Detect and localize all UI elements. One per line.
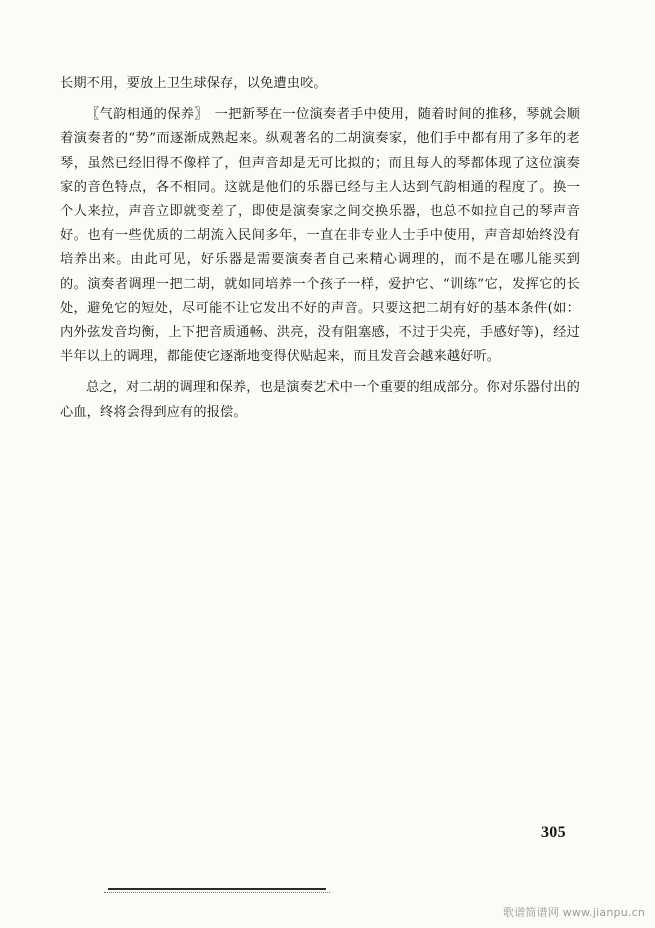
section-heading: 〖气韵相通的保养〗 [86,107,202,123]
watermark-text: 歌谱简谱网 www.jianpu.cn [502,906,645,919]
footer-rule-dotted [104,892,330,893]
paragraph-conclusion [60,376,580,424]
paragraph-text: 长期不用，要放上卫生球保存，以免遭虫咬。 [60,76,327,91]
paragraph-qiyun [60,103,580,369]
paragraph-text: 总之，对二胡的调理和保养，也是演奏艺术中一个重要的组成部分。你对乐器付出的心血，终将会得到应有的报偿。 [60,380,580,420]
footer-rule [108,888,326,890]
paragraph-text: 一把新琴在一位演奏者手中使用，随着时间的推移，琴就会顺着演奏者的“势”而逐渐成熟起来。纵观著名的二胡演奏家，他们手中都有用了多年的老琴，虽然已经旧得不像样了，但声音却是无可比拟的；而且每人的琴都体现了这位演奏家的音色特点，各不相同。这就是他们的乐器已经与主人达到气韵相通的程度了。换一个人来拉，声音立即就变差了，即使是演奏家之间交换乐器，也总不如拉自己的琴声音好。也有一些优质的二胡流入民间多年，一直在非专业人士手中使用，声音却始终没有培养出来。由此可见，好乐器是需要演奏者自己来精心调理的，而不是在哪儿能买到的。演奏者调理一把二胡，就如同培养一个孩子一样，爱护它、“训练”它，发挥它的长处，避免它的短处，尽可能不让它发出不好的声音。只要这把二胡有好的基本条件(如：内外弦发音均衡，上下把音质通畅、洪亮，没有阻塞感，不过于尖亮，手感好等)，经过半年以上的调理，都能使它逐渐地变得伏贴起来，而且发音会越来越好听。 [60,107,580,365]
paragraph-continuation [60,72,580,96]
body-text [60,72,580,432]
page-number: 305 [541,824,566,841]
